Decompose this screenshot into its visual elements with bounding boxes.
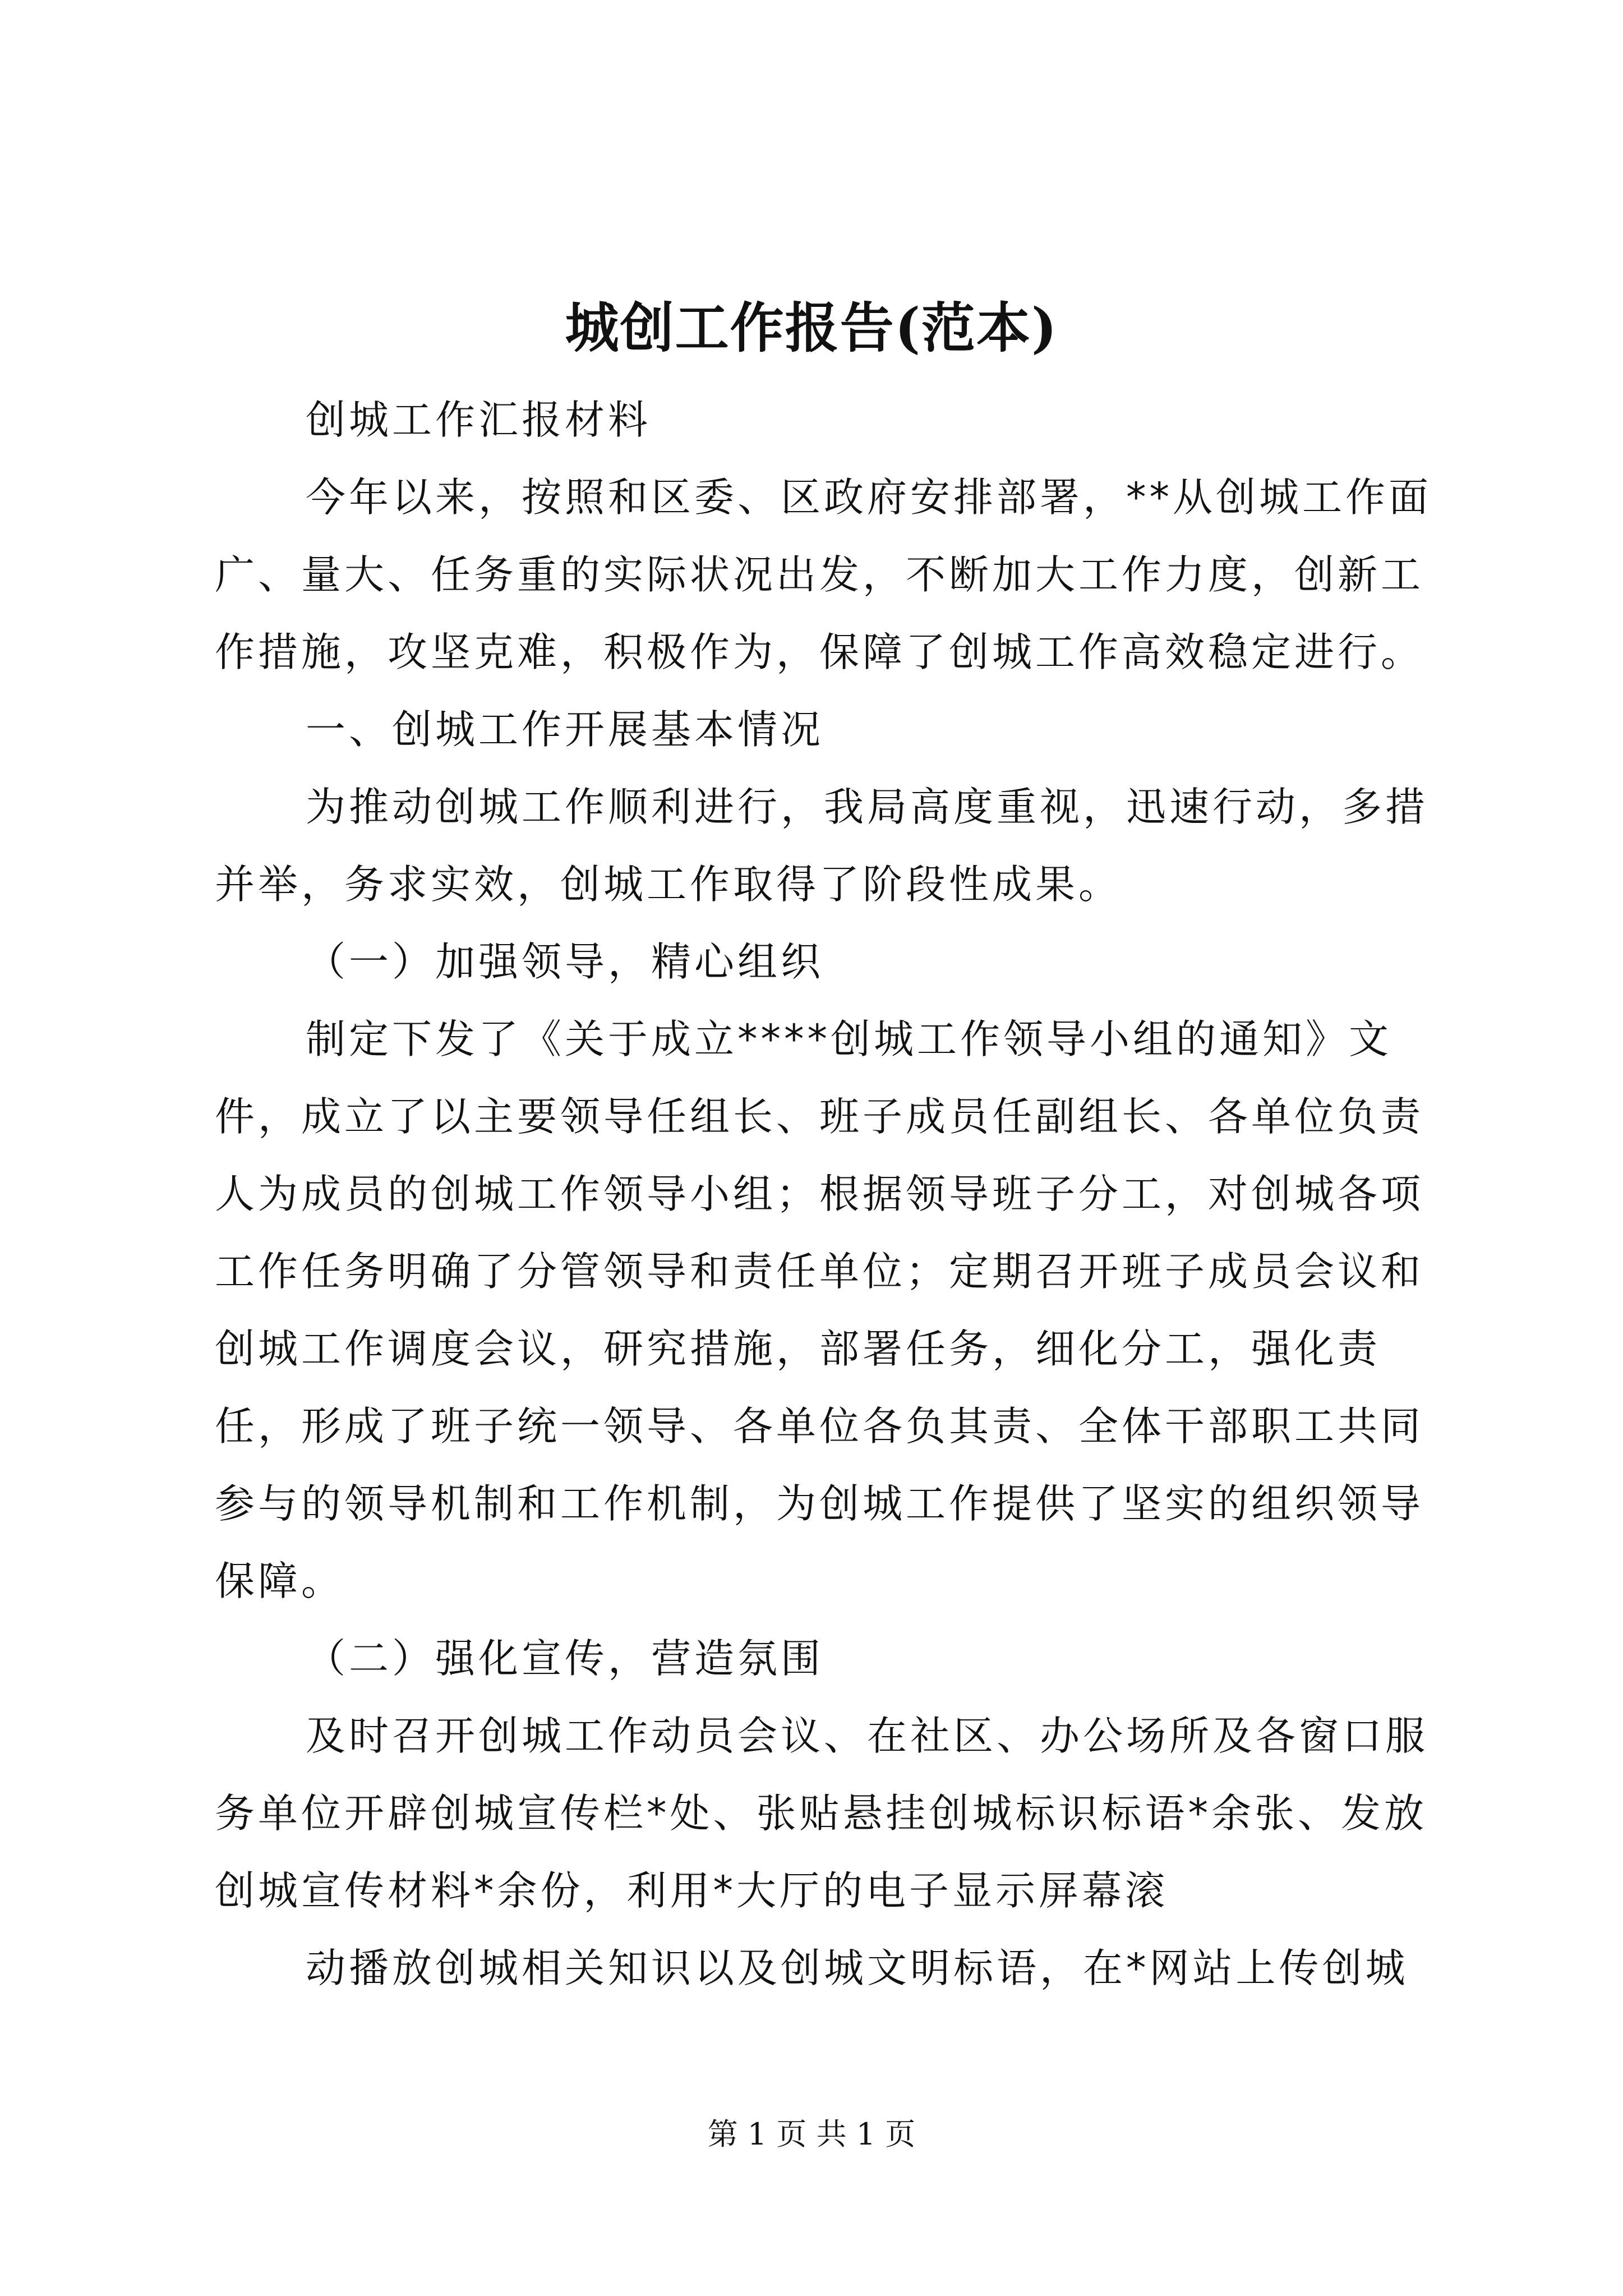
paragraph-subtitle: 创城工作汇报材料	[306, 397, 652, 443]
subsection-heading-publicity: （二）强化宣传，营造氛围	[306, 1635, 824, 1682]
page-number-footer: 第 1 页 共 1 页	[707, 2116, 916, 2152]
paragraph-section-intro: 为推动创城工作顺利进行，我局高度重视，迅速行动，多措并举，务求实效，创城工作取得了阶段性成果。	[215, 784, 1429, 908]
document-title: 城创工作报告(范本)	[565, 296, 1058, 360]
paragraph-intro: 今年以来，按照和区委、区政府安排部署，**从创城工作面广、量大、任务重的实际状况出发，不断加大工作力度，创新工作措施，攻坚克难，积极作为，保障了创城工作高效稳定进行。	[215, 474, 1432, 675]
document-body	[215, 381, 1433, 2007]
paragraph-publicity: 及时召开创城工作动员会议、在社区、办公场所及各窗口服务单位开辟创城宣传栏*处、张贴悬挂创城标识标语*余张、发放创城宣传材料*余份，利用*大厅的电子显示屏幕滚	[215, 1713, 1429, 1914]
paragraph-publicity-continued: 动播放创城相关知识以及创城文明标语，在*网站上传创城	[306, 1945, 1409, 1991]
subsection-heading-leadership: （一）加强领导，精心组织	[306, 938, 824, 985]
section-heading-basic-situation: 一、创城工作开展基本情况	[306, 706, 824, 753]
paragraph-leadership: 制定下发了《关于成立****创城工作领导小组的通知》文件，成立了以主要领导任组长、班子成员任副组长、各单位负责人为成员的创城工作领导小组；根据领导班子分工，对创城各项工作任务明确了分管领导和责任单位；定期召开班子成员会议和创城工作调度会议，研究措施，部署任务，细化分工，强化责任，形成了班子统一领导、各单位各负其责、全体干部职工共同参与的领导机制和工作机制，为创城工作提供了坚实的组织领导保障。	[215, 1016, 1424, 1604]
